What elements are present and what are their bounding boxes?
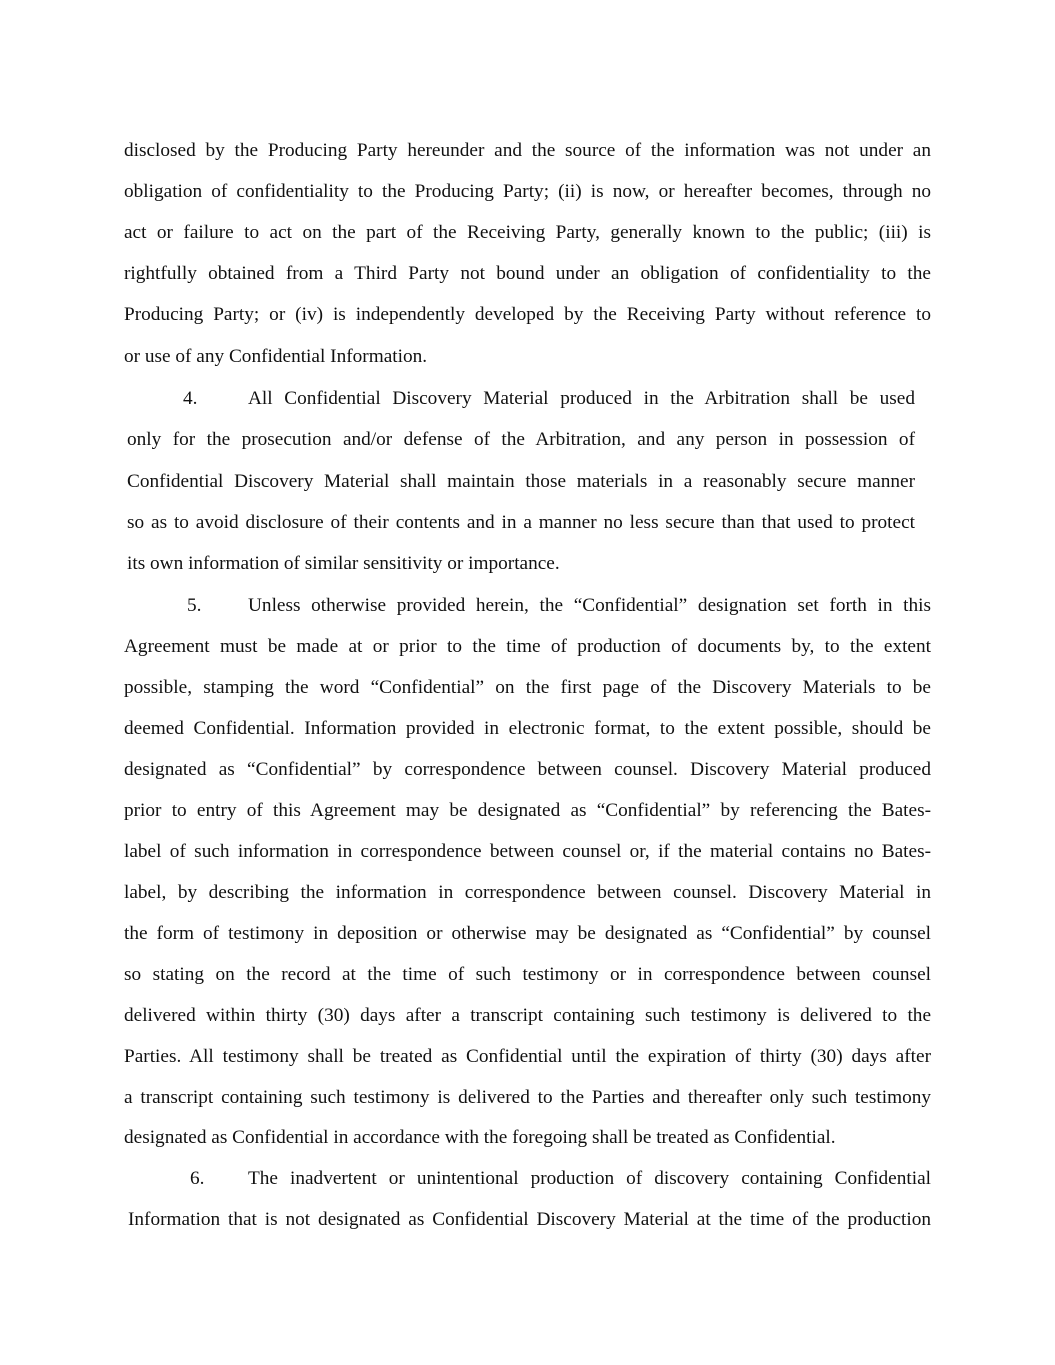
text-line: or use of any Confidential Information. bbox=[124, 346, 428, 367]
text-line: The inadvertent or unintentional production of discovery containing Confidential bbox=[248, 1168, 931, 1189]
text-line: its own information of similar sensitivity or importance. bbox=[127, 553, 560, 574]
text-line: a transcript containing such testimony is delivered to the Parties and thereafter only such testimony bbox=[124, 1087, 931, 1108]
paragraph-number: 6. bbox=[190, 1168, 205, 1189]
text-line: the form of testimony in deposition or otherwise may be designated as “Confidential” by counsel bbox=[124, 923, 931, 944]
text-line: Agreement must be made at or prior to the time of production of documents by, to the extent bbox=[124, 636, 931, 657]
text-line: prior to entry of this Agreement may be designated as “Confidential” by referencing the Bates- bbox=[124, 800, 931, 821]
text-line: deemed Confidential. Information provided in electronic format, to the extent possible, should be bbox=[124, 718, 931, 739]
text-line: only for the prosecution and/or defense of the Arbitration, and any person in possession of bbox=[127, 429, 915, 450]
text-line: obligation of confidentiality to the Producing Party; (ii) is now, or hereafter becomes, through no bbox=[124, 181, 931, 202]
text-line: designated as “Confidential” by correspondence between counsel. Discovery Material produced bbox=[124, 759, 931, 780]
text-line: All Confidential Discovery Material produced in the Arbitration shall be used bbox=[248, 388, 915, 409]
text-line: disclosed by the Producing Party hereunder and the source of the information was not under an bbox=[124, 140, 931, 161]
paragraph-number: 4. bbox=[183, 388, 198, 409]
text-line: delivered within thirty (30) days after a transcript containing such testimony is delivered to the bbox=[124, 1005, 931, 1026]
text-line: label of such information in correspondence between counsel or, if the material contains no Bates- bbox=[124, 841, 931, 862]
text-line: designated as Confidential in accordance with the foregoing shall be treated as Confidential. bbox=[124, 1127, 836, 1148]
text-line: act or failure to act on the part of the Receiving Party, generally known to the public; (iii) is bbox=[124, 222, 931, 243]
text-line: Confidential Discovery Material shall maintain those materials in a reasonably secure manner bbox=[127, 471, 915, 492]
text-line: Parties. All testimony shall be treated as Confidential until the expiration of thirty (30) days after bbox=[124, 1046, 931, 1067]
text-line: rightfully obtained from a Third Party not bound under an obligation of confidentiality to the bbox=[124, 263, 931, 284]
text-line: so stating on the record at the time of such testimony or in correspondence between counsel bbox=[124, 964, 931, 985]
text-line: so as to avoid disclosure of their contents and in a manner no less secure than that used to protect bbox=[127, 512, 915, 533]
paragraph-number: 5. bbox=[187, 595, 202, 616]
text-line: Information that is not designated as Confidential Discovery Material at the time of the production bbox=[128, 1209, 931, 1230]
text-line: Producing Party; or (iv) is independently developed by the Receiving Party without reference to bbox=[124, 304, 931, 325]
text-line: Unless otherwise provided herein, the “Confidential” designation set forth in this bbox=[248, 595, 931, 616]
text-line: label, by describing the information in correspondence between counsel. Discovery Material in bbox=[124, 882, 931, 903]
text-line: possible, stamping the word “Confidential” on the first page of the Discovery Materials to be bbox=[124, 677, 931, 698]
